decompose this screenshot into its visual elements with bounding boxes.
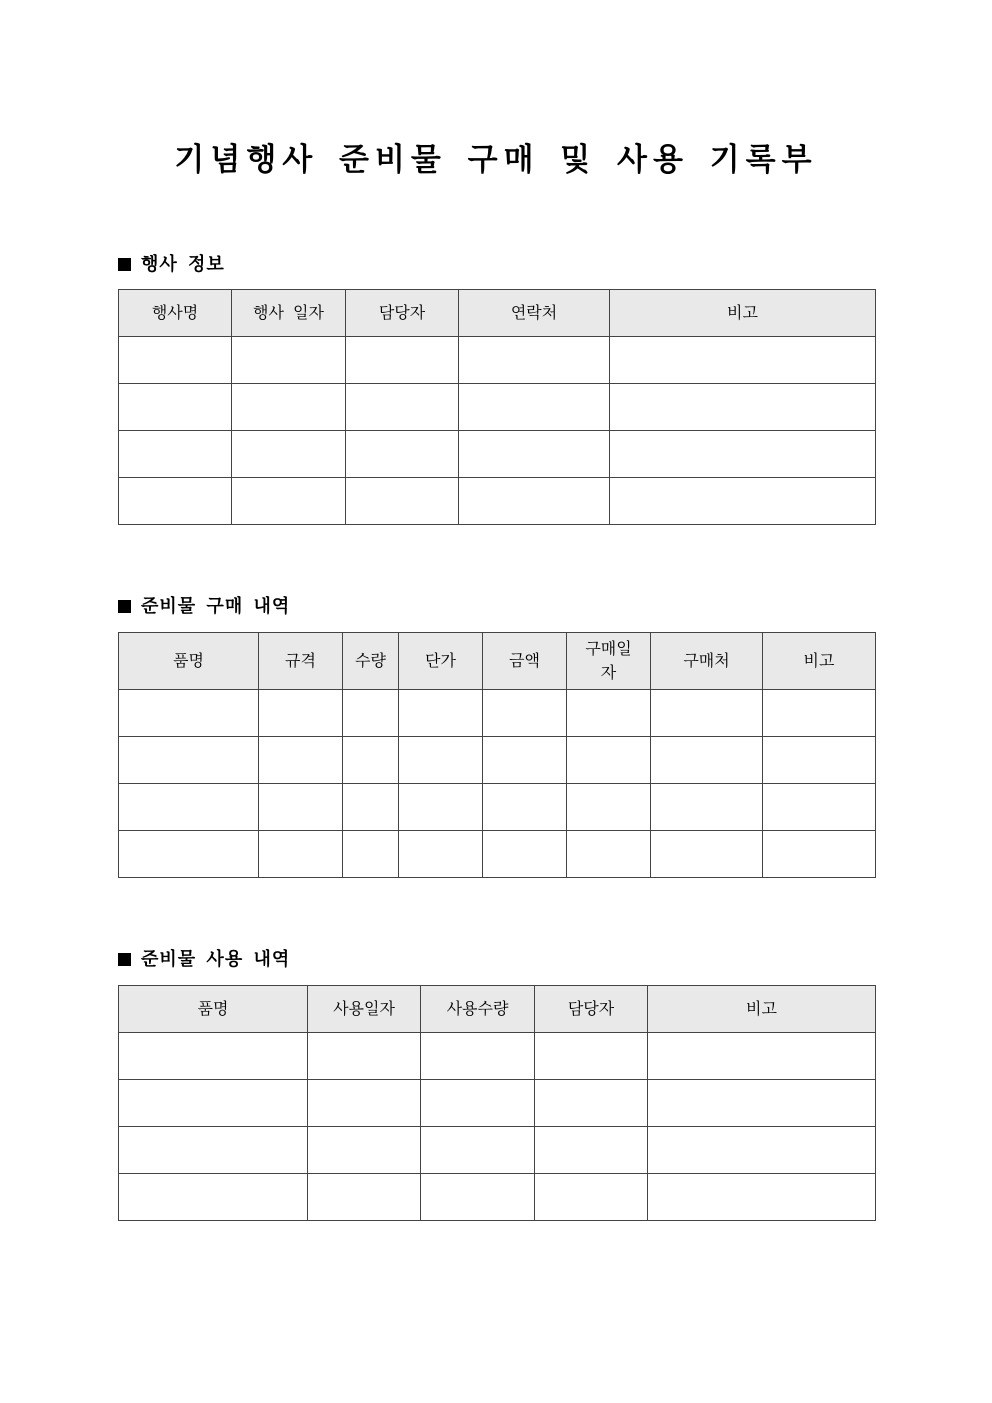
column-header-purchase-date: 구매일자 xyxy=(567,633,651,690)
table-cell[interactable] xyxy=(259,784,343,831)
table-row xyxy=(119,1174,876,1221)
table-cell[interactable] xyxy=(259,831,343,878)
table-cell[interactable] xyxy=(610,384,876,431)
column-header-remarks: 비고 xyxy=(610,290,876,337)
table-cell[interactable] xyxy=(459,478,610,525)
table-cell[interactable] xyxy=(346,431,459,478)
table-cell[interactable] xyxy=(610,337,876,384)
table-header-row xyxy=(119,290,876,337)
table-cell[interactable] xyxy=(459,337,610,384)
table-row xyxy=(119,1127,876,1174)
table-cell[interactable] xyxy=(567,831,651,878)
square-bullet-icon xyxy=(118,600,131,613)
table-cell[interactable] xyxy=(119,478,232,525)
table-cell[interactable] xyxy=(259,737,343,784)
table-row xyxy=(119,384,876,431)
table-cell[interactable] xyxy=(343,737,399,784)
column-header-usage-quantity: 사용수량 xyxy=(421,986,535,1033)
column-header-vendor: 구매처 xyxy=(651,633,763,690)
section-heading-label: 준비물 구매 내역 xyxy=(141,596,291,617)
table-cell[interactable] xyxy=(308,1033,421,1080)
section-heading-usage xyxy=(118,949,290,971)
table-cell[interactable] xyxy=(763,831,876,878)
table-cell[interactable] xyxy=(119,690,259,737)
table-cell[interactable] xyxy=(119,1033,308,1080)
event-info-table xyxy=(118,289,876,525)
table-cell[interactable] xyxy=(119,431,232,478)
table-cell[interactable] xyxy=(651,737,763,784)
column-header-contact: 연락처 xyxy=(459,290,610,337)
table-cell[interactable] xyxy=(651,831,763,878)
table-cell[interactable] xyxy=(259,690,343,737)
column-header-amount: 금액 xyxy=(483,633,567,690)
table-cell[interactable] xyxy=(343,831,399,878)
table-cell[interactable] xyxy=(119,1174,308,1221)
table-header-row xyxy=(119,633,876,690)
column-header-manager: 담당자 xyxy=(535,986,648,1033)
table-cell[interactable] xyxy=(421,1080,535,1127)
table-row xyxy=(119,1033,876,1080)
table-row xyxy=(119,431,876,478)
table-cell[interactable] xyxy=(346,337,459,384)
table-row xyxy=(119,1080,876,1127)
table-cell[interactable] xyxy=(763,784,876,831)
column-header-unit-price: 단가 xyxy=(399,633,483,690)
purchase-table xyxy=(118,632,876,878)
table-cell[interactable] xyxy=(459,384,610,431)
table-row xyxy=(119,737,876,784)
table-cell[interactable] xyxy=(119,784,259,831)
table-cell[interactable] xyxy=(346,384,459,431)
table-cell[interactable] xyxy=(567,737,651,784)
page-title: 기념행사 준비물 구매 및 사용 기록부 xyxy=(174,142,818,178)
column-header-event-name: 행사명 xyxy=(119,290,232,337)
table-cell[interactable] xyxy=(648,1033,876,1080)
table-cell[interactable] xyxy=(119,1080,308,1127)
section-heading-event-info xyxy=(118,254,225,276)
table-cell[interactable] xyxy=(343,784,399,831)
table-cell[interactable] xyxy=(343,690,399,737)
table-cell[interactable] xyxy=(119,737,259,784)
table-cell[interactable] xyxy=(535,1127,648,1174)
column-header-manager: 담당자 xyxy=(346,290,459,337)
table-row xyxy=(119,784,876,831)
table-cell[interactable] xyxy=(119,1127,308,1174)
table-cell[interactable] xyxy=(421,1033,535,1080)
table-cell[interactable] xyxy=(399,831,483,878)
table-cell[interactable] xyxy=(483,737,567,784)
table-cell[interactable] xyxy=(232,384,346,431)
table-cell[interactable] xyxy=(763,737,876,784)
square-bullet-icon xyxy=(118,258,131,271)
section-heading-label: 준비물 사용 내역 xyxy=(141,949,291,970)
column-header-remarks: 비고 xyxy=(763,633,876,690)
table-cell[interactable] xyxy=(399,737,483,784)
table-cell[interactable] xyxy=(610,478,876,525)
table-cell[interactable] xyxy=(399,784,483,831)
table-cell[interactable] xyxy=(308,1174,421,1221)
square-bullet-icon xyxy=(118,953,131,966)
table-cell[interactable] xyxy=(648,1080,876,1127)
table-cell[interactable] xyxy=(648,1174,876,1221)
table-row xyxy=(119,478,876,525)
table-cell[interactable] xyxy=(535,1033,648,1080)
column-header-event-date: 행사 일자 xyxy=(232,290,346,337)
table-row xyxy=(119,831,876,878)
table-cell[interactable] xyxy=(232,431,346,478)
table-cell[interactable] xyxy=(459,431,610,478)
table-cell[interactable] xyxy=(232,337,346,384)
table-cell[interactable] xyxy=(567,690,651,737)
table-cell[interactable] xyxy=(483,690,567,737)
table-cell[interactable] xyxy=(119,384,232,431)
table-cell[interactable] xyxy=(651,690,763,737)
table-cell[interactable] xyxy=(421,1174,535,1221)
section-heading-label: 행사 정보 xyxy=(141,254,225,275)
column-header-usage-date: 사용일자 xyxy=(308,986,421,1033)
column-header-quantity: 수량 xyxy=(343,633,399,690)
table-cell[interactable] xyxy=(763,690,876,737)
table-header-row xyxy=(119,986,876,1033)
table-cell[interactable] xyxy=(567,784,651,831)
table-row xyxy=(119,690,876,737)
table-cell[interactable] xyxy=(535,1174,648,1221)
table-cell[interactable] xyxy=(535,1080,648,1127)
column-header-spec: 규격 xyxy=(259,633,343,690)
table-cell[interactable] xyxy=(399,690,483,737)
table-cell[interactable] xyxy=(421,1127,535,1174)
table-cell[interactable] xyxy=(346,478,459,525)
table-cell[interactable] xyxy=(651,784,763,831)
column-header-remarks: 비고 xyxy=(648,986,876,1033)
table-cell[interactable] xyxy=(308,1080,421,1127)
column-header-item-name: 품명 xyxy=(119,633,259,690)
table-cell[interactable] xyxy=(232,478,346,525)
table-cell[interactable] xyxy=(119,831,259,878)
section-heading-purchase xyxy=(118,596,290,618)
table-cell[interactable] xyxy=(308,1127,421,1174)
column-header-item-name: 품명 xyxy=(119,986,308,1033)
table-cell[interactable] xyxy=(610,431,876,478)
table-cell[interactable] xyxy=(648,1127,876,1174)
table-cell[interactable] xyxy=(119,337,232,384)
table-cell[interactable] xyxy=(483,831,567,878)
table-row xyxy=(119,337,876,384)
usage-table xyxy=(118,985,876,1221)
table-cell[interactable] xyxy=(483,784,567,831)
